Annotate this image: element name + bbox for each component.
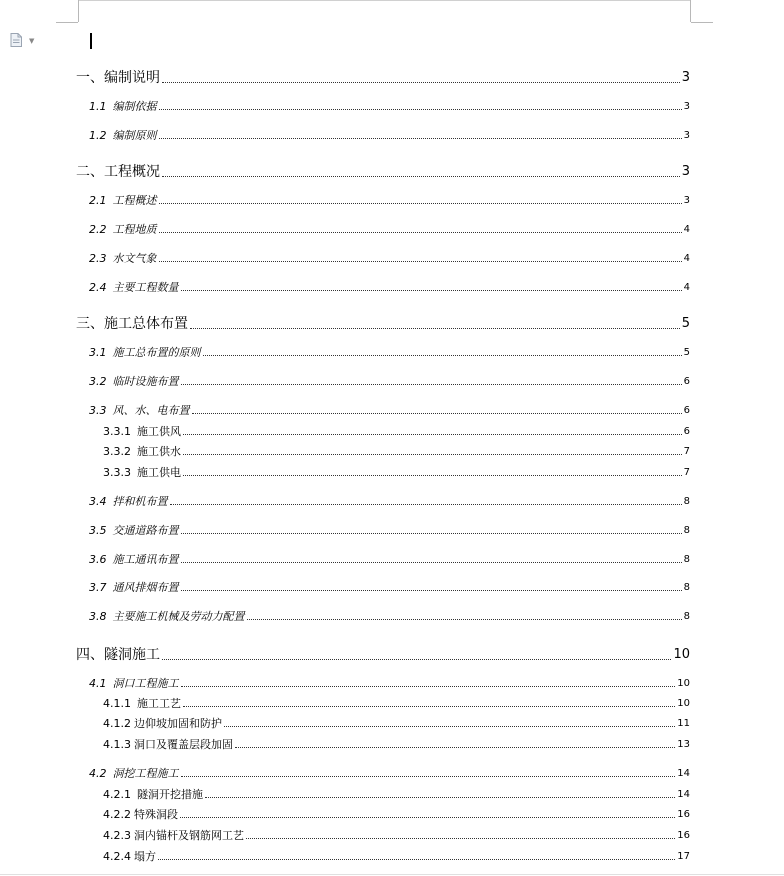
- toc-label: 施工工艺: [137, 697, 181, 710]
- toc-leader-dots: [224, 725, 675, 727]
- toc-number: 4.2.1: [103, 788, 131, 801]
- toc-entry-level2[interactable]: [89, 767, 690, 781]
- toc-leader-dots: [181, 561, 682, 563]
- toc-label: 拌和机布置: [112, 495, 168, 508]
- toc-page-number: 6: [683, 405, 690, 416]
- toc-entry-level3[interactable]: [103, 717, 690, 731]
- toc-number: 2.3: [89, 252, 107, 265]
- toc-label: 临时设施布置: [112, 375, 179, 388]
- toc-entry-level3[interactable]: [103, 788, 690, 802]
- toc-page-number: 4: [683, 282, 690, 293]
- toc-entry-level2[interactable]: [89, 524, 690, 538]
- toc-label: 编制依据: [112, 100, 157, 113]
- toc-number: 2.1: [89, 194, 107, 207]
- toc-leader-dots: [181, 289, 682, 291]
- toc-label: 工程地质: [112, 223, 157, 236]
- toc-page-number: 4: [683, 253, 690, 264]
- toc-number: 4.1: [89, 677, 107, 690]
- toc-label: 施工通讯布置: [112, 553, 179, 566]
- toc-number: 1.2: [89, 129, 107, 142]
- toc-page-number: 14: [677, 789, 690, 800]
- toc-number: 4.2.4: [103, 850, 131, 863]
- toc-entry-level2[interactable]: [89, 404, 690, 418]
- toc-label: 塌方: [134, 850, 156, 863]
- toc-leader-dots: [246, 837, 675, 839]
- toc-page-number: 8: [683, 554, 690, 565]
- toc-leader-dots: [180, 816, 675, 818]
- toc-leader-dots: [205, 796, 675, 798]
- toc-number: 3.8: [89, 610, 107, 623]
- toc-entry-level3[interactable]: [103, 829, 690, 843]
- toc-number: 3.3.2: [103, 445, 131, 458]
- toc-leader-dots: [159, 137, 682, 139]
- toc-leader-dots: [181, 383, 682, 385]
- toc-page-number: 6: [683, 376, 690, 387]
- toc-entry-level2[interactable]: [89, 581, 690, 595]
- toc-leader-dots: [162, 175, 680, 177]
- toc-number: 4.2.2: [103, 808, 131, 821]
- toc-entry-level2[interactable]: [89, 495, 690, 509]
- toc-entry-level1[interactable]: [76, 69, 690, 87]
- toc-number: 3.6: [89, 553, 107, 566]
- toc-label: 施工供风: [137, 425, 181, 438]
- toc-page-number: 4: [683, 224, 690, 235]
- toc-entry-level2[interactable]: [89, 223, 690, 237]
- toc-leader-dots: [162, 658, 671, 660]
- toc-number: 4.2.3: [103, 829, 131, 842]
- toc-entry-level3[interactable]: [103, 445, 690, 459]
- toc-label: 水文气象: [112, 252, 157, 265]
- toc-page-number: 3: [681, 70, 690, 85]
- toc-leader-dots: [183, 433, 682, 435]
- toc-label: 洞口工程施工: [112, 677, 179, 690]
- toc-label: 三、施工总体布置: [76, 316, 188, 332]
- page-corner-mark-right: [690, 0, 691, 22]
- toc-leader-dots: [162, 81, 680, 83]
- toc-number: 3.1: [89, 346, 107, 359]
- toc-leader-dots: [183, 453, 682, 455]
- toc-number: 4.2: [89, 767, 107, 780]
- toc-number: 3.7: [89, 581, 107, 594]
- toc-leader-dots: [181, 532, 682, 534]
- toc-leader-dots: [170, 503, 682, 505]
- toc-leader-dots: [235, 746, 675, 748]
- toc-leader-dots: [183, 474, 682, 476]
- toc-number: 3.3.1: [103, 425, 131, 438]
- toc-page-number: 10: [677, 698, 690, 709]
- page-bottom-edge: [0, 874, 784, 875]
- toc-label: 施工供电: [137, 466, 181, 479]
- toc-leader-dots: [247, 618, 682, 620]
- toc-leader-dots: [159, 231, 682, 233]
- toc-label: 隧洞开挖措施: [137, 788, 203, 801]
- toc-number: 3.4: [89, 495, 107, 508]
- toc-page-number: 16: [677, 809, 690, 820]
- toc-entry-level2[interactable]: [89, 252, 690, 266]
- toc-entry-level2[interactable]: [89, 553, 690, 567]
- toc-page-number: 8: [683, 496, 690, 507]
- toc-leader-dots: [159, 108, 682, 110]
- toc-page-number: 8: [683, 525, 690, 536]
- toc-label: 洞内锚杆及钢筋网工艺: [134, 829, 244, 842]
- toc-page-number: 11: [677, 718, 690, 729]
- toc-entry-level2[interactable]: [89, 100, 690, 114]
- toc-label: 工程概述: [112, 194, 157, 207]
- toc-page-number: 13: [677, 739, 690, 750]
- toc-leader-dots: [181, 775, 676, 777]
- toc-number: 3.3: [89, 404, 107, 417]
- toc-leader-dots: [181, 589, 682, 591]
- toc-page-number: 10: [673, 647, 690, 662]
- toc-entry-level2[interactable]: [89, 375, 690, 389]
- toc-page-number: 5: [681, 316, 690, 331]
- toc-label: 编制原则: [112, 129, 157, 142]
- toc-number: 4.1.1: [103, 697, 131, 710]
- toc-entry-level2[interactable]: [89, 281, 690, 295]
- toc-page-number: 6: [683, 426, 690, 437]
- toc-label: 二、工程概况: [76, 164, 160, 180]
- toc-page-number: 5: [683, 347, 690, 358]
- toc-entry-level1[interactable]: [76, 315, 690, 333]
- toc-entry-level3[interactable]: [103, 850, 690, 864]
- toc-label: 洞口及覆盖层段加固: [134, 738, 233, 751]
- toc-entry-level3[interactable]: [103, 697, 690, 711]
- toc-entry-level2[interactable]: [89, 610, 690, 624]
- page-corner-mark-left: [78, 0, 79, 22]
- toc-page-number: 16: [677, 830, 690, 841]
- toc-label: 边仰坡加固和防护: [134, 717, 222, 730]
- toc-label: 特殊洞段: [134, 808, 178, 821]
- toc-entry-level3[interactable]: [103, 466, 690, 480]
- text-cursor: [90, 33, 92, 49]
- toc-label: 通风排烟布置: [112, 581, 179, 594]
- toc-page-number: 8: [683, 582, 690, 593]
- toc-number: 3.3.3: [103, 466, 131, 479]
- toc-number: 3.2: [89, 375, 107, 388]
- toc-page-number: 8: [683, 611, 690, 622]
- toc-label: 四、隧洞施工: [76, 647, 160, 663]
- toc-label: 施工总布置的原则: [112, 346, 201, 359]
- toc-page-number: 7: [683, 467, 690, 478]
- toc-leader-dots: [158, 858, 675, 860]
- toc-entry-level1[interactable]: [76, 163, 690, 181]
- toc-leader-dots: [192, 412, 682, 414]
- toc-page-number: 3: [681, 164, 690, 179]
- chevron-down-icon[interactable]: ▼: [29, 37, 35, 45]
- toc-page-number: 10: [677, 678, 690, 689]
- toc-page-number: 3: [683, 195, 690, 206]
- toc-number: 4.1.3: [103, 738, 131, 751]
- document-options-icon[interactable]: [10, 33, 22, 47]
- toc-page-number: 17: [677, 851, 690, 862]
- toc-leader-dots: [183, 705, 675, 707]
- toc-number: 1.1: [89, 100, 107, 113]
- toc-page-number: 3: [683, 101, 690, 112]
- toc-label: 一、编制说明: [76, 70, 160, 86]
- toc-entry-level2[interactable]: [89, 194, 690, 208]
- toc-entry-level2[interactable]: [89, 677, 690, 691]
- toc-entry-level3[interactable]: [103, 738, 690, 752]
- toc-leader-dots: [181, 685, 676, 687]
- toc-leader-dots: [190, 327, 680, 329]
- toc-leader-dots: [159, 202, 682, 204]
- toc-label: 主要施工机械及劳动力配置: [112, 610, 245, 623]
- toc-number: 4.1.2: [103, 717, 131, 730]
- toc-entry-level2[interactable]: [89, 346, 690, 360]
- toc-page-number: 7: [683, 446, 690, 457]
- toc-number: 2.4: [89, 281, 107, 294]
- toc-page-number: 3: [683, 130, 690, 141]
- page-top-edge: [78, 0, 690, 1]
- toc-label: 主要工程数量: [112, 281, 179, 294]
- toc-number: 3.5: [89, 524, 107, 537]
- toc-entry-level2[interactable]: [89, 129, 690, 143]
- toc-page-number: 14: [677, 768, 690, 779]
- toc-leader-dots: [159, 260, 682, 262]
- toc-label: 施工供水: [137, 445, 181, 458]
- toc-label: 洞挖工程施工: [112, 767, 179, 780]
- toc-entry-level1[interactable]: [76, 646, 690, 664]
- toc-label: 交通道路布置: [112, 524, 179, 537]
- toc-label: 风、水、电布置: [112, 404, 190, 417]
- toc-leader-dots: [203, 354, 682, 356]
- toc-number: 2.2: [89, 223, 107, 236]
- toc-entry-level3[interactable]: [103, 425, 690, 439]
- toc-entry-level3[interactable]: [103, 808, 690, 822]
